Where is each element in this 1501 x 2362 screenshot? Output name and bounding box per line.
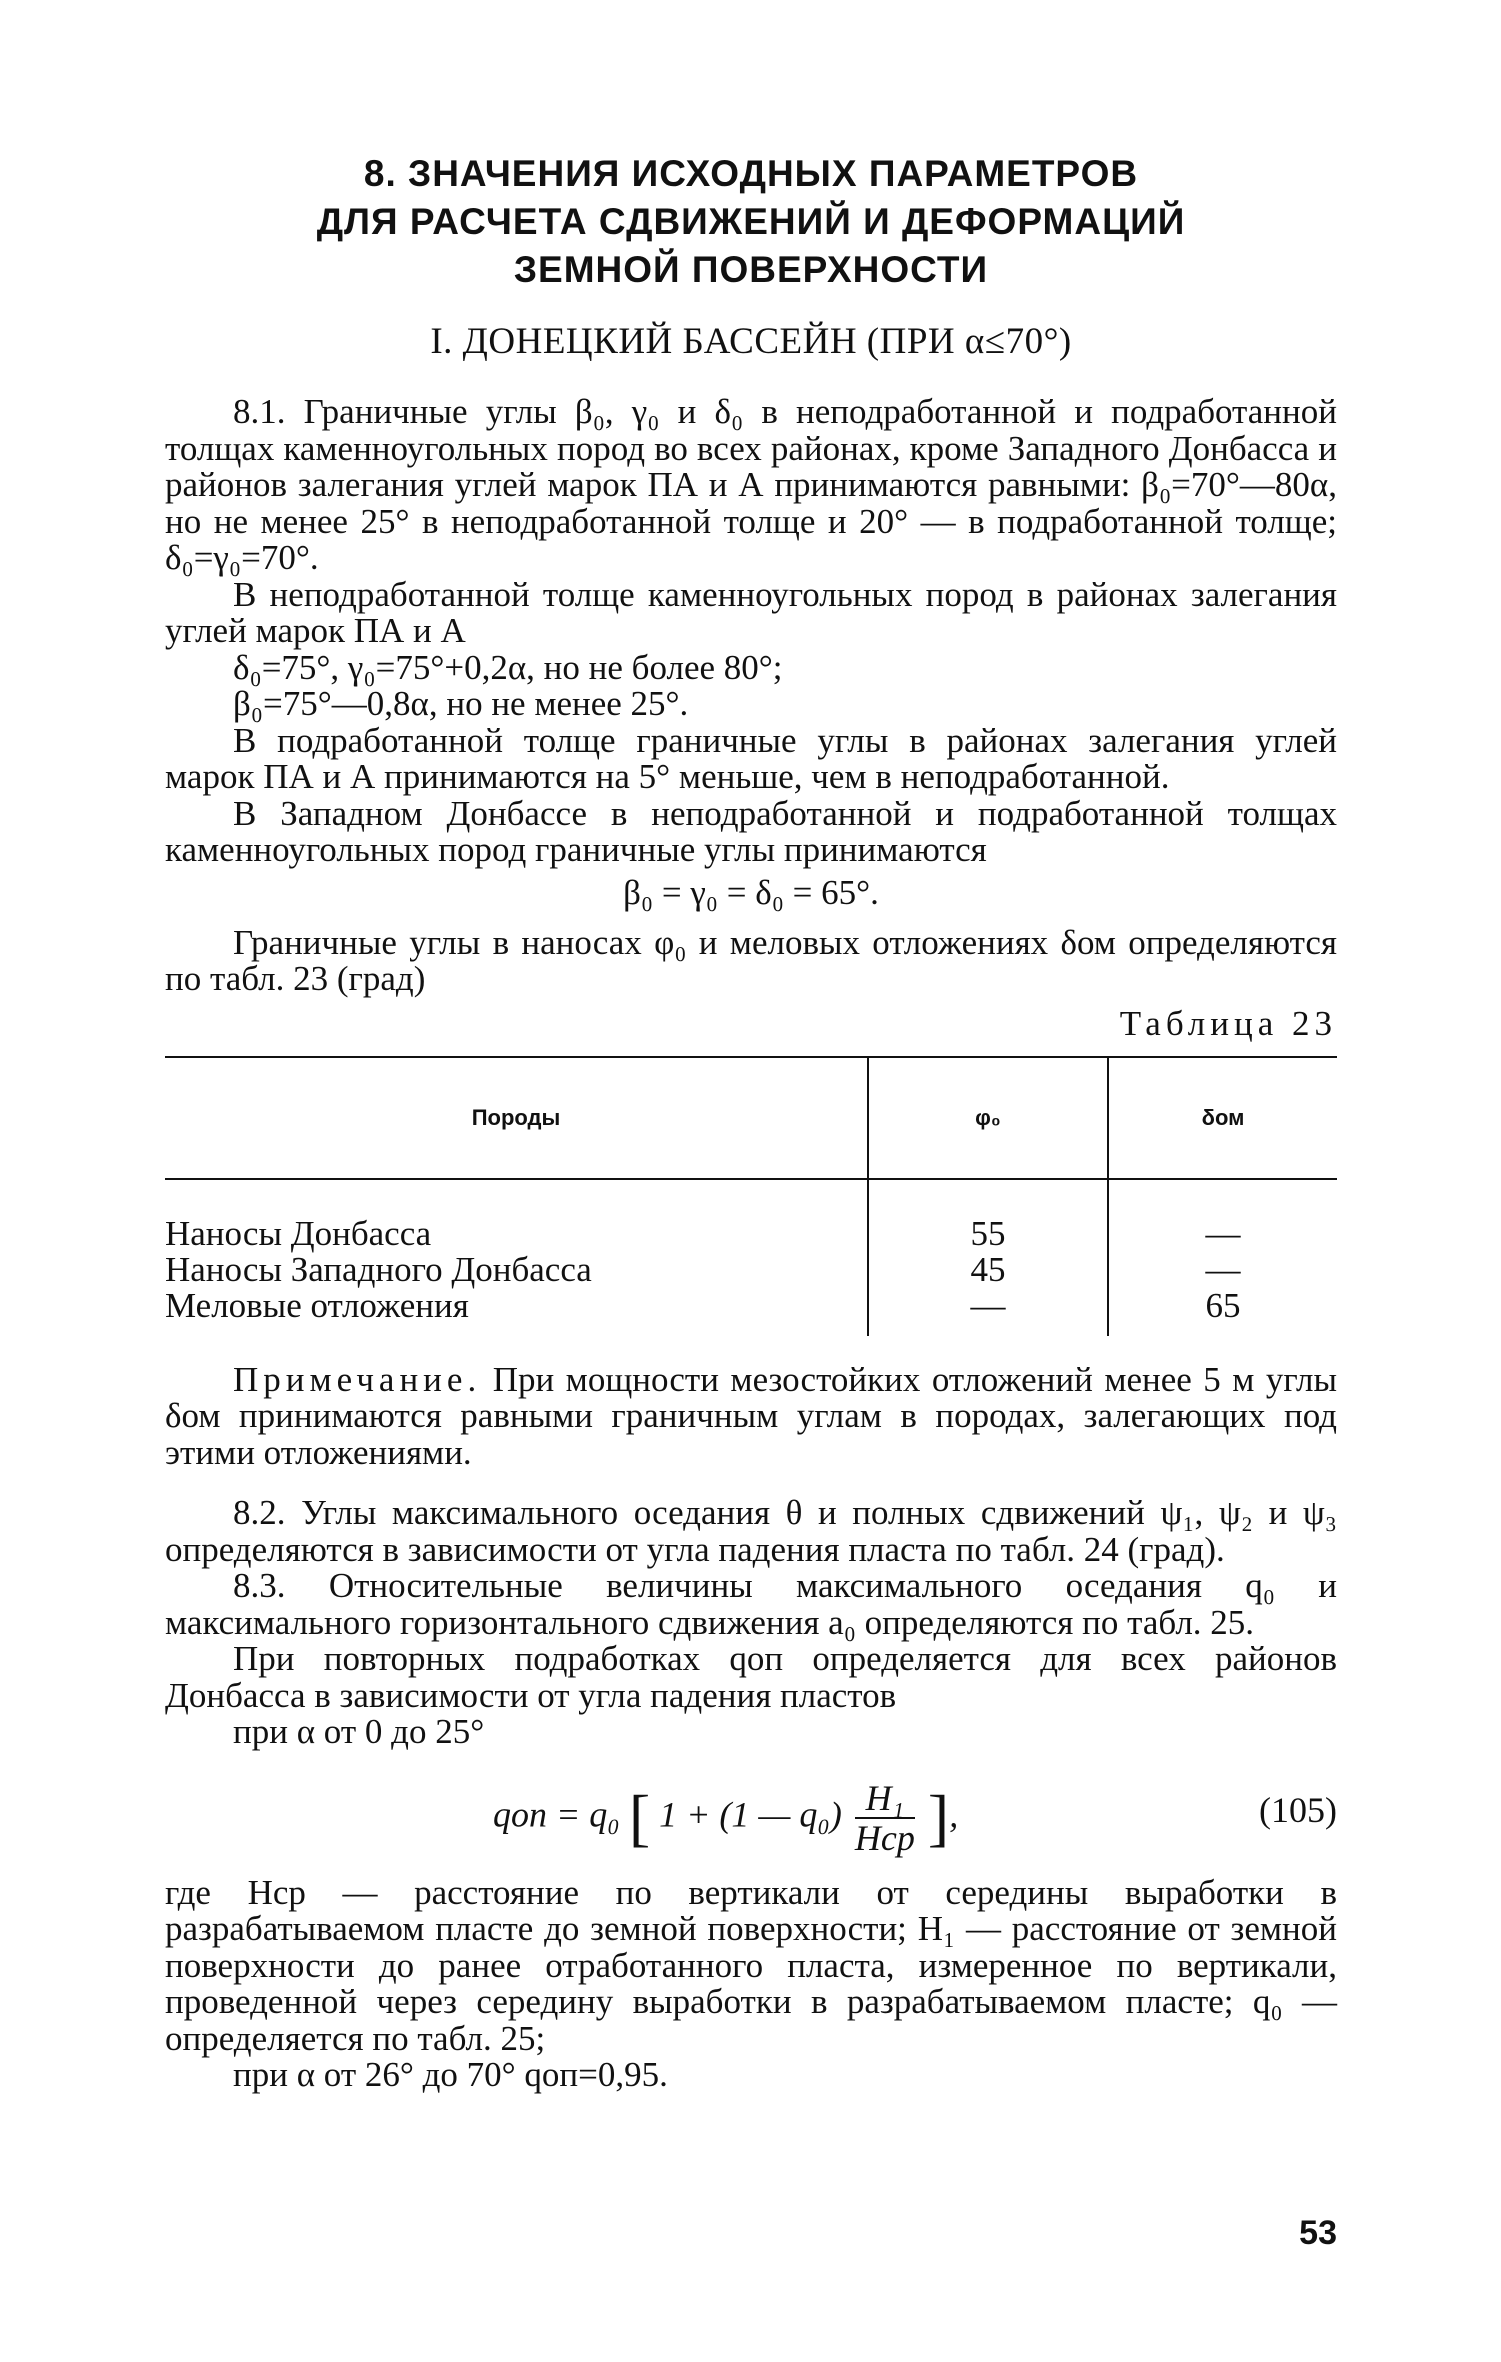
paragraph-sediments: Граничные углы в наносах φ₀ и меловых отложениях δом определяются по табл. 23 (град) bbox=[165, 922, 1337, 998]
header-phi: φ₀ bbox=[868, 1057, 1108, 1179]
page-number: 53 bbox=[1299, 2214, 1337, 2252]
table-caption: Таблица 23 bbox=[1119, 1003, 1337, 1043]
cell-phi: 45 bbox=[868, 1252, 1108, 1288]
header-delta: δом bbox=[1108, 1057, 1337, 1179]
section-title bbox=[165, 150, 1337, 294]
formula-inner: 1 + (1 — q₀) bbox=[659, 1793, 842, 1834]
formula-lhs: qоп = q₀ bbox=[493, 1793, 620, 1834]
condition-alpha-0-25: при α от 0 до 25° bbox=[233, 1712, 485, 1751]
cell-rock: Меловые отложения bbox=[165, 1285, 469, 1325]
cell-phi: — bbox=[868, 1288, 1108, 1336]
cell-delta: — bbox=[1108, 1252, 1337, 1288]
paragraph-west-donbass: В Западном Донбассе в неподработанной и подработанной толщах каменноугольных пород граничные углы принимаются bbox=[165, 793, 1337, 869]
paragraph-repeat: При повторных подработках qоп определяется для всех районов Донбасса в зависимости от угла падения пластов bbox=[165, 1639, 1337, 1715]
formula-fraction bbox=[855, 1779, 915, 1857]
paragraph-8-1: 8.1. Граничные углы β₀, γ₀ и δ₀ в неподработанной и подработанной толщах каменноугольных пород во всех районах, кроме Западного Донбасса и районов залегания углей марок ПА и А принимаются равными: β₀=70°—80α, но не менее 25° в неподработанной толще и 20° — в подработанной толще; δ₀=γ₀=70°. bbox=[165, 392, 1337, 577]
table-row bbox=[165, 1288, 1337, 1336]
table-header-row bbox=[165, 1057, 1337, 1179]
paragraph-definitions: где Hср — расстояние по вертикали от середины выработки в разрабатываемом пласте до земной поверхности; H₁ — расстояние от земной поверхности до ранее отработанного пласта, измеренное по вертикали, проведенной через середину выработки в разрабатываемом пласте; q₀ — определяется по табл. 25; bbox=[165, 1872, 1337, 2058]
header-rocks: Породы bbox=[165, 1057, 868, 1179]
subsection-title: I. ДОНЕЦКИЙ БАССЕЙН (ПРИ α≤70°) bbox=[430, 321, 1072, 362]
paragraph-8-2: 8.2. Углы максимального оседания θ и полных сдвижений ψ₁, ψ₂ и ψ₃ определяются в зависимости от угла падения пласта по табл. 24 (град). bbox=[165, 1493, 1337, 1569]
condition-alpha-26-70: при α от 26° до 70° qоп=0,95. bbox=[233, 2055, 668, 2094]
paragraph-pa-a: В неподработанной толще каменноугольных пород в районах залегания углей марок ПА и А bbox=[165, 574, 1337, 650]
table-row bbox=[165, 1179, 1337, 1252]
formula-tail: , bbox=[949, 1793, 959, 1834]
formula-105 bbox=[165, 1757, 1337, 1867]
cell-rock: Наносы Западного Донбасса bbox=[165, 1249, 592, 1289]
page bbox=[165, 130, 1337, 2252]
title-line-1: 8. ЗНАЧЕНИЯ ИСХОДНЫХ ПАРАМЕТРОВ bbox=[363, 153, 1139, 194]
cell-rock: Наносы Донбасса bbox=[165, 1213, 432, 1253]
title-line-2: ДЛЯ РАСЧЕТА СДВИЖЕНИЙ И ДЕФОРМАЦИЙ bbox=[316, 201, 1186, 242]
right-bracket: ] bbox=[927, 1781, 950, 1853]
paragraph-8-3: 8.3. Относительные величины максимального оседания q₀ и максимального горизонтального сдвижения a₀ определяются по табл. 25. bbox=[165, 1566, 1337, 1642]
note-text: При мощности мезостойких отложений менее 5 м углы δом принимаются равными граничным углам в породах, залегающих под этими отложениями. bbox=[165, 1359, 1337, 1472]
formula-body bbox=[493, 1779, 958, 1857]
cell-delta: — bbox=[1108, 1179, 1337, 1252]
cell-phi: 55 bbox=[868, 1179, 1108, 1252]
fraction-denominator: Hср bbox=[854, 1817, 915, 1858]
formula-number: (105) bbox=[1259, 1789, 1337, 1830]
note-label: Примечание. bbox=[233, 1359, 482, 1399]
left-bracket: [ bbox=[628, 1781, 651, 1853]
title-line-3: ЗЕМНОЙ ПОВЕРХНОСТИ bbox=[513, 249, 989, 290]
table-note bbox=[165, 1359, 1337, 1472]
table-row bbox=[165, 1252, 1337, 1288]
table-23 bbox=[165, 1056, 1337, 1336]
paragraph-undermined: В подработанной толще граничные углы в районах залегания углей марок ПА и А принимаются на 5° меньше, чем в неподработанной. bbox=[165, 720, 1337, 796]
cell-delta: 65 bbox=[1108, 1288, 1337, 1336]
fraction-numerator: H₁ bbox=[855, 1779, 915, 1819]
equation-west-donbass: β₀ = γ₀ = δ₀ = 65°. bbox=[623, 872, 879, 912]
equation-delta-gamma: δ₀=75°, γ₀=75°+0,2α, но не более 80°; bbox=[233, 647, 783, 687]
equation-beta: β₀=75°—0,8α, но не менее 25°. bbox=[233, 684, 689, 723]
